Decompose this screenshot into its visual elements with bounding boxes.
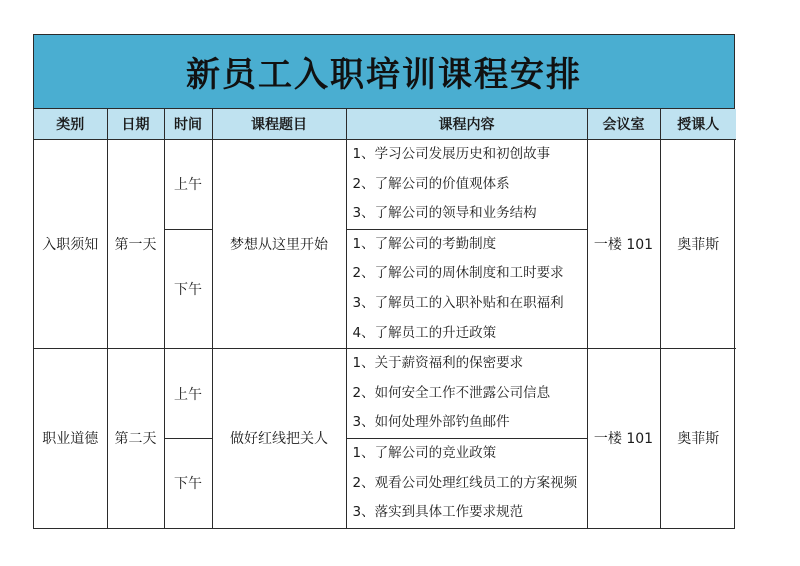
table-row <box>34 349 736 439</box>
content-cell <box>346 140 587 230</box>
time-cell: 上午 <box>164 140 212 230</box>
header-topic: 课程题目 <box>212 109 346 140</box>
topic-cell: 做好红线把关人 <box>212 349 346 528</box>
room-cell: 一楼 101 <box>587 140 660 349</box>
content-item: 1、了解公司的考勤制度 <box>352 235 497 252</box>
content-item: 2、了解公司的价值观体系 <box>352 175 510 192</box>
content-item: 3、落实到具体工作要求规范 <box>352 504 524 521</box>
header-instructor: 授课人 <box>660 109 736 140</box>
date-cell: 第二天 <box>107 349 164 528</box>
header-content: 课程内容 <box>346 109 587 140</box>
title-bar <box>34 35 734 109</box>
header-time: 时间 <box>164 109 212 140</box>
content-item: 2、观看公司处理红线员工的方案视频 <box>352 474 578 491</box>
content-cell <box>346 438 587 527</box>
content-item: 3、了解员工的入职补贴和在职福利 <box>352 294 564 311</box>
instructor-cell: 奥菲斯 <box>660 140 736 349</box>
content-cell <box>346 349 587 439</box>
room-cell: 一楼 101 <box>587 349 660 528</box>
content-item: 1、关于薪资福利的保密要求 <box>352 355 524 372</box>
content-cell <box>346 229 587 348</box>
time-cell: 下午 <box>164 229 212 348</box>
header-date: 日期 <box>107 109 164 140</box>
category-cell: 职业道德 <box>34 349 107 528</box>
time-cell: 下午 <box>164 438 212 527</box>
content-item: 4、了解员工的升迁政策 <box>352 324 497 341</box>
header-room: 会议室 <box>587 109 660 140</box>
topic-cell: 梦想从这里开始 <box>212 140 346 349</box>
date-cell: 第一天 <box>107 140 164 349</box>
content-item: 2、如何安全工作不泄露公司信息 <box>352 384 551 401</box>
content-item: 3、如何处理外部钓鱼邮件 <box>352 414 510 431</box>
page-title: 新员工入职培训课程安排 <box>186 55 582 95</box>
content-item: 1、了解公司的竞业政策 <box>352 444 497 461</box>
schedule-sheet <box>33 34 735 529</box>
header-row <box>34 109 736 140</box>
header-category: 类别 <box>34 109 107 140</box>
table-row <box>34 140 736 230</box>
content-item: 3、了解公司的领导和业务结构 <box>352 205 537 222</box>
content-item: 2、了解公司的周休制度和工时要求 <box>352 265 564 282</box>
schedule-table <box>34 109 736 528</box>
content-item: 1、学习公司发展历史和初创故事 <box>352 146 551 162</box>
category-cell: 入职须知 <box>34 140 107 349</box>
instructor-cell: 奥菲斯 <box>660 349 736 528</box>
time-cell: 上午 <box>164 349 212 439</box>
